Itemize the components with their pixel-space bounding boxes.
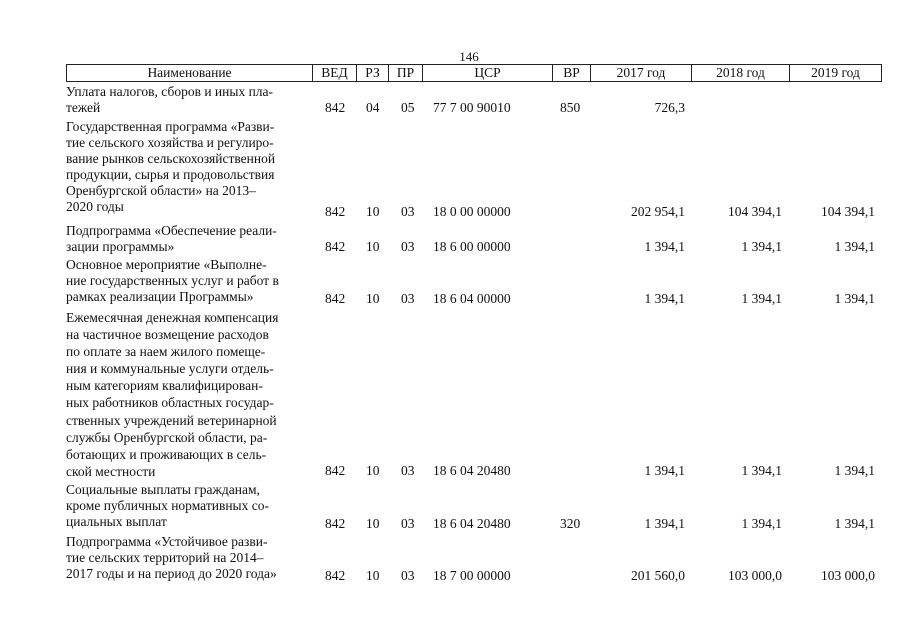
- row-ved: 842: [325, 239, 346, 254]
- row-2019: 103 000,0: [821, 568, 875, 583]
- row-name-line: Основное мероприятие «Выполне-: [66, 257, 267, 272]
- row-name-line: ния и коммунальные услуги отдель-: [66, 361, 274, 377]
- row-name-line: службы Оренбургской области, ра-: [66, 429, 268, 445]
- row-name-line: 2020 годы: [66, 199, 124, 214]
- row-pr: 03: [401, 463, 415, 478]
- row-pr: 03: [401, 239, 415, 254]
- row-2017: 1 394,1: [644, 239, 685, 254]
- row-name-line: циальных выплат: [66, 514, 167, 529]
- row-csr: 18 7 00 00000: [433, 568, 511, 583]
- row-pr: 05: [401, 100, 415, 115]
- row-2019: 1 394,1: [834, 463, 875, 478]
- header-2018: 2018 год: [692, 64, 790, 82]
- row-2017: 201 560,0: [631, 568, 685, 583]
- header-csr: ЦСР: [423, 64, 553, 82]
- row-ved: 842: [325, 463, 346, 478]
- row-2019: 1 394,1: [834, 291, 875, 306]
- row-2017: 1 394,1: [644, 463, 685, 478]
- header-pr: ПР: [389, 64, 423, 82]
- row-name-line: зации программы»: [66, 239, 175, 254]
- header-2017: 2017 год: [591, 64, 692, 82]
- header-vr: ВР: [553, 64, 591, 82]
- row-name-line: ственных учреждений ветеринарной: [66, 412, 277, 428]
- row-name-line: по оплате за наем жилого помеще-: [66, 344, 266, 360]
- row-rz: 10: [366, 291, 380, 306]
- row-name-line: Уплата налогов, сборов и иных пла-: [66, 84, 274, 99]
- row-pr: 03: [401, 204, 415, 219]
- row-name-line: тежей: [66, 100, 101, 115]
- row-csr: 18 6 04 00000: [433, 291, 511, 306]
- row-2018: 1 394,1: [741, 239, 782, 254]
- row-name-line: Оренбургской области» на 2013–: [66, 183, 256, 198]
- row-name-line: тие сельских территорий на 2014–: [66, 550, 264, 565]
- row-csr: 18 6 04 20480: [433, 463, 511, 478]
- row-vr: 850: [560, 100, 581, 115]
- row-name-line: ных работников областных государ-: [66, 395, 274, 411]
- row-2019: 104 394,1: [821, 204, 875, 219]
- row-csr: 18 6 00 00000: [433, 239, 511, 254]
- row-name-line: тие сельского хозяйства и регулиро-: [66, 135, 274, 150]
- row-2018: 103 000,0: [728, 568, 782, 583]
- row-2017: 1 394,1: [644, 291, 685, 306]
- row-name-line: вание рынков сельскохозяйственной: [66, 151, 276, 166]
- row-name-line: на частичное возмещение расходов: [66, 327, 269, 343]
- table-row-name: [66, 84, 311, 116]
- row-pr: 03: [401, 291, 415, 306]
- page-number: 146: [459, 49, 479, 64]
- header-name: Наименование: [66, 64, 313, 82]
- row-name-line: Подпрограмма «Обеспечение реали-: [66, 223, 277, 238]
- row-rz: 10: [366, 204, 380, 219]
- table-row-name: [66, 534, 311, 582]
- row-name-line: Государственная программа «Разви-: [66, 119, 275, 134]
- row-2019: 1 394,1: [834, 239, 875, 254]
- row-ved: 842: [325, 568, 346, 583]
- table-row-name: [66, 309, 311, 480]
- row-csr: 77 7 00 90010: [433, 100, 511, 115]
- row-csr: 18 6 04 20480: [433, 516, 511, 531]
- row-rz: 10: [366, 568, 380, 583]
- row-name-line: Социальные выплаты гражданам,: [66, 482, 260, 497]
- row-2017: 202 954,1: [631, 204, 685, 219]
- header-rz: РЗ: [357, 64, 389, 82]
- row-2018: 1 394,1: [741, 463, 782, 478]
- table-row-name: [66, 119, 311, 215]
- header-2019: 2019 год: [790, 64, 882, 82]
- table-row-name: [66, 482, 311, 530]
- row-pr: 03: [401, 568, 415, 583]
- row-name-line: Ежемесячная денежная компенсация: [66, 310, 279, 325]
- row-rz: 04: [366, 100, 380, 115]
- row-rz: 10: [366, 239, 380, 254]
- row-2017: 1 394,1: [644, 516, 685, 531]
- row-pr: 03: [401, 516, 415, 531]
- row-name-line: ботающих и проживающих в сель-: [66, 446, 267, 462]
- row-2018: 1 394,1: [741, 516, 782, 531]
- row-2017: 726,3: [654, 100, 685, 115]
- row-name-line: ным категориям квалифицирован-: [66, 378, 263, 394]
- row-csr: 18 0 00 00000: [433, 204, 511, 219]
- row-vr: 320: [560, 516, 581, 531]
- row-name-line: ской местности: [66, 463, 156, 479]
- row-name-line: ние государственных услуг и работ в: [66, 273, 279, 288]
- row-ved: 842: [325, 100, 346, 115]
- row-2018: 104 394,1: [728, 204, 782, 219]
- row-ved: 842: [325, 516, 346, 531]
- row-name-line: рамках реализации Программы»: [66, 289, 254, 304]
- row-name-line: 2017 годы и на период до 2020 года»: [66, 566, 277, 581]
- row-name-line: кроме публичных нормативных со-: [66, 498, 269, 513]
- row-rz: 10: [366, 463, 380, 478]
- row-ved: 842: [325, 291, 346, 306]
- table-row-name: [66, 223, 311, 255]
- row-ved: 842: [325, 204, 346, 219]
- row-name-line: продукции, сырья и продовольствия: [66, 167, 275, 182]
- row-2019: 1 394,1: [834, 516, 875, 531]
- table-row-name: [66, 257, 311, 305]
- header-ved: ВЕД: [313, 64, 357, 82]
- row-2018: 1 394,1: [741, 291, 782, 306]
- row-name-line: Подпрограмма «Устойчивое разви-: [66, 534, 268, 549]
- row-rz: 10: [366, 516, 380, 531]
